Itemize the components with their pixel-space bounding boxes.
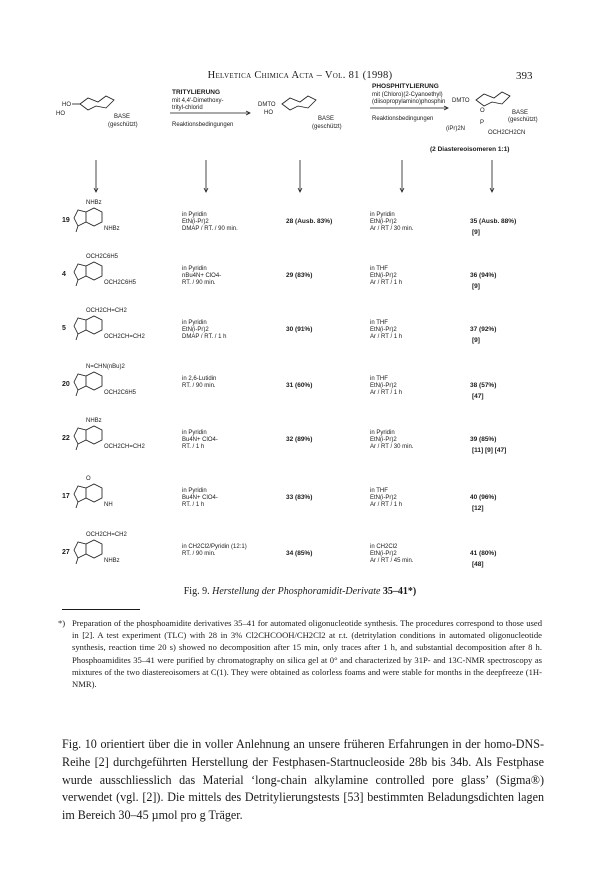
compound-number: 20 [62,381,70,388]
tritylation-condition-1: in Pyridin [182,430,207,436]
base-substituent-label: OCH2CH=CH2 [86,532,127,538]
literature-reference: [11] [9] [47] [472,447,507,454]
phosphitylation-condition-1: in THF [370,488,388,494]
phosphitylation-reagent-1: mit (Chloro)(2-Cyanoethyl) [372,92,443,98]
ring-substituent-label: OCH2C6H5 [104,390,137,396]
tritylation-condition-3: RT. / 1 h [182,444,205,450]
phosphitylation-condition-2: EtN(i-Pr)2 [370,327,397,333]
literature-reference: [9] [472,337,480,344]
literature-reference: [12] [472,505,484,512]
tritylated-product: 30 (91%) [286,326,313,333]
purine-ring-five [74,374,86,390]
compound-number: 27 [62,549,70,556]
reaction-rows [62,200,516,568]
tritylation-condition-1: in Pyridin [182,320,207,326]
tritylated-product: 33 (83%) [286,494,313,501]
phosphitylation-condition-1: in THF [370,376,388,382]
base-substituent-label: NHBz [86,200,102,206]
caption-label: Fig. 9. [183,586,210,597]
tritylation-condition-3: RT. / 1 h [182,502,205,508]
purine-ring-five [74,542,86,558]
tritylation-condition-1: in Pyridin [182,488,207,494]
ring-substituent-label: OCH2CH=CH2 [104,444,145,450]
ring-substituent-label: OCH2CH=CH2 [104,334,145,340]
protected-label: (geschützt) [108,122,138,128]
purine-ring-five [74,318,86,334]
tritylation-condition-2: nBu4N+ ClO4- [182,273,222,279]
tritylation-condition-2: Bu4N+ ClO4- [182,437,218,443]
phosphitylation-condition-2: EtN(i-Pr)2 [370,551,397,557]
tritylation-condition-2: RT. / 90 min. [182,383,216,389]
tritylation-condition-2: RT. / 90 min. [182,551,216,557]
phosphitylation-conditions: Reaktionsbedingungen [372,116,434,122]
dmto-label: DMTO [258,102,276,108]
tritylated-product: 29 (83%) [286,272,313,279]
phosphitylation-condition-2: EtN(i-Pr)2 [370,437,397,443]
purine-ring-five [74,486,86,502]
purine-ring-six [86,426,102,444]
glycosidic-bond [76,502,78,508]
tritylation-condition-2: Bu4N+ ClO4- [182,495,218,501]
purine-ring-six [86,372,102,390]
phosphitylation-condition-1: in THF [370,266,388,272]
hydroxy-top-label: HO [62,102,71,108]
body-paragraph: Fig. 10 orientiert über die in voller Anlehnung an unsere früheren Erfahrungen in der homo-DNS-Reihe [2] durchgeführten Herstellung der Festphasen-Startnucleoside 28b bis 34b. Als Festphase wurde ausschliesslich das Material ‘long-chain alkylamine controlled pore glass’ (Sigma®) verwendet (vgl. [2]). Die mittels des Detritylierungstests [53] bestimmten Beladungsdichten lagen im Bereich 30–45 µmol pro g Träger. [62,737,544,823]
purine-ring-five [74,428,86,444]
tritylation-condition-1: in Pyridin [182,212,207,218]
tritylated-product: 34 (85%) [286,550,313,557]
phosphitylation-condition-3: Ar / RT / 1 h [370,502,403,508]
phosphoramidite-product: 35 (Ausb. 88%) [470,218,517,225]
phosphoramidite-product: 41 (80%) [470,550,497,557]
purine-ring-six [86,484,102,502]
purine-ring-five [74,264,86,280]
tritylation-condition-2: EtN(i-Pr)2 [182,219,209,225]
base-substituent-label: N=CHN(nBu)2 [86,364,125,370]
footnote-mark: *) [58,618,66,628]
journal-title: Helvetica Chimica Acta – Vol. 81 (1998) [207,70,393,81]
phosphitylation-condition-3: Ar / RT / 30 min. [370,226,414,232]
caption-refs: 35–41*) [382,586,417,597]
tritylation-condition-2: EtN(i-Pr)2 [182,327,209,333]
footnote [58,617,542,690]
tritylation-condition-1: in 2,6-Lutidin [182,376,217,382]
compound-number: 17 [62,493,70,500]
phosphitylation-condition-2: EtN(i-Pr)2 [370,383,397,389]
glycosidic-bond [76,390,78,396]
glycosidic-bond [76,444,78,450]
tritylation-condition-3: RT. / 90 min. [182,280,216,286]
page-number: 393 [516,70,533,82]
tritylation-reagent-2: trityl-chlorid [172,105,203,111]
end-p-label: P [480,120,485,126]
end-amine-label: (iPr)2N [446,126,465,132]
end-base-label: BASE [512,110,529,116]
phosphitylation-reagent-2: (diisopropylamino)phosphin [372,99,446,105]
phosphitylation-condition-1: in Pyridin [370,212,395,218]
tritylation-title: TRITYLIERUNG [172,89,221,96]
tritylation-condition-1: in CH2Cl2/Pyridin (12:1) [182,544,247,550]
base-label: BASE [114,114,131,120]
literature-reference: [9] [472,229,480,236]
glycosidic-bond [76,226,78,232]
tritylation-condition-3: DMAP / RT. / 1 h [182,334,227,340]
literature-reference: [9] [472,283,480,290]
purine-ring-six [86,262,102,280]
phosphitylation-condition-1: in THF [370,320,388,326]
purine-ring-six [86,208,102,226]
footnote-rule [62,609,140,610]
phosphoramidite-product: 36 (94%) [470,272,497,279]
purine-ring-five [74,210,86,226]
dmt-nucleoside-structure [258,96,342,130]
end-dmto-label: DMTO [452,98,470,104]
tritylated-product: 32 (89%) [286,436,313,443]
glycosidic-bond [76,334,78,340]
phosphitylation-condition-1: in Pyridin [370,430,395,436]
base-substituent-label: O [86,476,91,482]
phosphoramidite-structure [430,92,538,153]
column-arrows [94,160,494,192]
ring-substituent-label: NHBz [104,558,120,564]
glycosidic-bond [76,280,78,286]
diastereomer-note: (2 Diastereoisomeren 1:1) [430,146,510,153]
hydroxy-bottom-label: HO [56,111,65,117]
compound-number: 19 [62,217,70,224]
tritylated-product: 28 (Ausb. 83%) [286,218,333,225]
tritylation-condition-1: in Pyridin [182,266,207,272]
phosphoramidite-product: 40 (96%) [470,494,497,501]
starting-nucleoside-structure [56,96,138,128]
compound-number: 4 [62,271,66,278]
phosphitylation-condition-3: Ar / RT / 1 h [370,280,403,286]
phosphoramidite-product: 39 (85%) [470,436,497,443]
compound-number: 5 [62,325,66,332]
phosphitylation-condition-1: in CH2Cl2 [370,544,398,550]
literature-reference: [47] [472,393,484,400]
tritylation-reagent-1: mit 4,4'-Dimethoxy- [172,98,224,104]
mid-ho-label: HO [264,110,273,116]
mid-protected-label: (geschützt) [312,124,342,130]
tritylation-conditions: Reaktionsbedingungen [172,122,234,128]
phosphitylation-condition-2: EtN(i-Pr)2 [370,273,397,279]
phosphitylation-title: PHOSPHITYLIERUNG [372,83,439,90]
end-protected-label: (geschützt) [508,117,538,123]
base-substituent-label: OCH2CH=CH2 [86,308,127,314]
phosphitylation-condition-2: EtN(i-Pr)2 [370,495,397,501]
compound-number: 22 [62,435,70,442]
ring-substituent-label: OCH2C6H5 [104,280,137,286]
phosphitylation-condition-3: Ar / RT / 1 h [370,390,403,396]
end-o-label: O [480,108,485,114]
figure-caption [0,586,600,597]
tritylation-condition-3: DMAP / RT. / 90 min. [182,226,238,232]
purine-ring-six [86,316,102,334]
end-cyanoethyl-label: OCH2CH2CN [488,130,526,136]
purine-ring-six [86,540,102,558]
mid-base-label: BASE [318,116,335,122]
base-substituent-label: NHBz [86,418,102,424]
phosphitylation-condition-3: Ar / RT / 1 h [370,334,403,340]
phosphitylation-step [370,83,448,122]
base-substituent-label: OCH2C6H5 [86,254,119,260]
phosphitylation-condition-3: Ar / RT / 30 min. [370,444,414,450]
tritylated-product: 31 (60%) [286,382,313,389]
caption-title: Herstellung der Phosphoramidit-Derivate [212,586,381,597]
glycosidic-bond [76,558,78,564]
phosphitylation-condition-3: Ar / RT / 45 min. [370,558,414,564]
footnote-text: Preparation of the phosphoamidite derivatives 35–41 for automated oligonucleotide synthesis. The procedures correspond to those used in [2]. A test experiment (TLC) with 28 in 3% Cl2CHCOOH/CH2Cl2 at r.t. (detritylation conditions in automated oligonucleotide synthesis, reaction time 20 s) showed no decomposition after 15 min, only traces after 1 h, and substantial decomposition after 8 h. Phosphoamidites 35–41 were purified by chromatography on silica gel at 0° and characterized by 31P- and 13C-NMR spectroscopy as mixtures of the two diastereoisomers at C(1). They were obtained as colorless foams and were stable for months in the deepfreeze (1H-NMR). [72,618,542,690]
phosphitylation-condition-2: EtN(i-Pr)2 [370,219,397,225]
literature-reference: [48] [472,561,484,568]
phosphoramidite-product: 38 (57%) [470,382,497,389]
tritylation-step [170,89,250,128]
phosphoramidite-product: 37 (92%) [470,326,497,333]
ring-substituent-label: NH [104,502,113,508]
ring-substituent-label: NHBz [104,226,120,232]
